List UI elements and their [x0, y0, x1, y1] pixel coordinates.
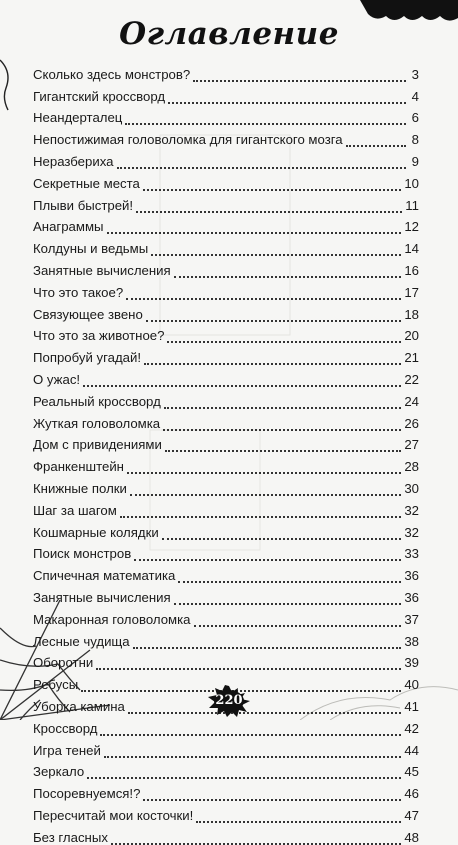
- toc-entry: [33, 561, 419, 583]
- dot-leader: [130, 483, 401, 496]
- toc-entry-page: 36: [404, 568, 419, 584]
- toc-entry-page: 33: [404, 546, 419, 562]
- toc-entry-title: Жуткая головоломка: [33, 415, 161, 431]
- toc-entry-page: 44: [404, 742, 419, 758]
- dot-leader: [87, 766, 401, 779]
- toc-entry-title: Занятные вычисления: [33, 589, 171, 605]
- toc-entry-title: Сколько здесь монстров?: [33, 66, 191, 82]
- toc-entry-page: 38: [404, 633, 419, 649]
- toc-entry: [33, 605, 419, 627]
- toc-entry-page: 16: [404, 262, 419, 278]
- toc-entry: [33, 649, 419, 671]
- toc-entry-title: Уборка камина: [33, 698, 125, 714]
- toc-entry: [33, 322, 419, 344]
- toc-entry-title: Лесные чудища: [33, 633, 130, 649]
- toc-entry: [33, 823, 419, 845]
- toc-entry-title: Шаг за шагом: [33, 502, 117, 518]
- toc-entry-page: 27: [404, 437, 419, 453]
- toc-entry-page: 3: [411, 66, 419, 82]
- dot-leader: [178, 570, 401, 583]
- toc-entry-title: Что это за животное?: [33, 328, 165, 344]
- toc-entry-page: 32: [404, 524, 419, 540]
- toc-entry-title: Попробуй угадай!: [33, 350, 142, 366]
- page-title: Оглавление: [119, 16, 339, 52]
- toc-entry: [33, 256, 419, 278]
- toc-entry-page: 4: [411, 88, 419, 104]
- page-number-badge: [206, 684, 252, 718]
- toc-entry-page: 39: [404, 655, 419, 671]
- toc-entry-page: 40: [404, 677, 419, 693]
- dot-leader: [144, 352, 401, 365]
- toc-entry: [33, 779, 419, 801]
- toc-entry-title: Макаронная головоломка: [33, 611, 191, 627]
- toc-entry-title: Зеркало: [33, 764, 85, 780]
- toc-entry-page: 30: [404, 480, 419, 496]
- toc-entry-title: Непостижимая головоломка для гигантского мозга: [33, 132, 343, 148]
- toc-entry-page: 41: [404, 698, 419, 714]
- toc-entry-title: Занятные вычисления: [33, 262, 171, 278]
- toc-entry: [33, 191, 419, 213]
- toc-entry-page: 17: [404, 284, 419, 300]
- toc-entry-page: 6: [411, 110, 419, 126]
- toc-entry-title: Посоревнуемся!?: [33, 786, 141, 802]
- toc-entry: [33, 234, 419, 256]
- toc-entry: [33, 125, 419, 147]
- toc-entry-title: Пересчитай мои косточки!: [33, 807, 194, 823]
- toc-entry: [33, 60, 419, 82]
- dot-leader: [143, 788, 401, 801]
- toc-entry: [33, 540, 419, 562]
- toc-entry-page: 12: [404, 219, 419, 235]
- toc-entry-title: Книжные полки: [33, 480, 127, 496]
- toc-entry-title: Франкенштейн: [33, 459, 124, 475]
- dot-leader: [96, 657, 401, 670]
- toc-entry-title: О ужас!: [33, 371, 81, 387]
- dot-leader: [146, 309, 402, 322]
- toc-entry: [33, 409, 419, 431]
- toc-entry-page: 9: [411, 153, 419, 169]
- dot-leader: [107, 221, 402, 234]
- toc-entry-page: 18: [404, 306, 419, 322]
- toc-entry: [33, 583, 419, 605]
- dot-leader: [174, 592, 402, 605]
- dot-leader: [346, 134, 406, 147]
- toc-entry: [33, 801, 419, 823]
- toc-entry: [33, 758, 419, 780]
- dot-leader: [136, 200, 402, 213]
- toc-entry-page: 48: [404, 829, 419, 845]
- dot-leader: [120, 505, 402, 518]
- dot-leader: [143, 178, 401, 191]
- dot-leader: [163, 418, 401, 431]
- dot-leader: [164, 396, 402, 409]
- toc-entry-title: Ребусы: [33, 677, 79, 693]
- dot-leader: [134, 548, 401, 561]
- toc-entry-page: 47: [404, 807, 419, 823]
- toc-entry-page: 42: [404, 720, 419, 736]
- toc-entry: [33, 518, 419, 540]
- dot-leader: [196, 810, 401, 823]
- toc-entry: [33, 627, 419, 649]
- toc-entry-title: Гигантский кроссворд: [33, 88, 166, 104]
- toc-entry-title: Кроссворд: [33, 720, 98, 736]
- toc-entry-title: Анаграммы: [33, 219, 104, 235]
- toc-entry-title: Оборотни: [33, 655, 94, 671]
- toc-entry-title: Плыви быстрей!: [33, 197, 134, 213]
- dot-leader: [151, 243, 401, 256]
- toc-entry: [33, 736, 419, 758]
- table-of-contents: [33, 60, 419, 845]
- dot-leader: [117, 156, 407, 169]
- dot-leader: [126, 287, 401, 300]
- toc-entry-page: 10: [404, 175, 419, 191]
- toc-entry-page: 26: [404, 415, 419, 431]
- dot-leader: [194, 614, 402, 627]
- dot-leader: [174, 265, 402, 278]
- toc-entry-page: 37: [404, 611, 419, 627]
- toc-entry-page: 8: [411, 132, 419, 148]
- toc-entry: [33, 213, 419, 235]
- toc-entry-title: Неразбериха: [33, 153, 114, 169]
- toc-entry: [33, 474, 419, 496]
- toc-entry-page: 22: [404, 371, 419, 387]
- dot-leader: [83, 374, 401, 387]
- dot-leader: [168, 91, 406, 104]
- toc-entry-title: Поиск монстров: [33, 546, 132, 562]
- toc-entry-page: 11: [405, 197, 419, 213]
- toc-entry-page: 24: [404, 393, 419, 409]
- toc-entry: [33, 278, 419, 300]
- dot-leader: [125, 112, 406, 125]
- toc-entry-title: Игра теней: [33, 742, 101, 758]
- toc-entry: [33, 496, 419, 518]
- toc-entry-page: 46: [404, 786, 419, 802]
- dot-leader: [127, 461, 401, 474]
- toc-entry: [33, 147, 419, 169]
- dot-leader: [162, 527, 402, 540]
- toc-entry: [33, 387, 419, 409]
- page-number: 220: [215, 693, 243, 708]
- toc-entry-title: Реальный кроссворд: [33, 393, 161, 409]
- toc-entry-title: Что это такое?: [33, 284, 124, 300]
- toc-entry-title: Кошмарные колядки: [33, 524, 159, 540]
- toc-entry: [33, 431, 419, 453]
- toc-entry-title: Колдуны и ведьмы: [33, 241, 149, 257]
- toc-entry: [33, 104, 419, 126]
- toc-entry-title: Спичечная математика: [33, 568, 176, 584]
- dot-leader: [165, 439, 401, 452]
- dot-leader: [133, 636, 402, 649]
- toc-entry-page: 36: [404, 589, 419, 605]
- toc-entry: [33, 343, 419, 365]
- toc-entry-page: 28: [404, 459, 419, 475]
- toc-entry: [33, 452, 419, 474]
- toc-entry-page: 20: [404, 328, 419, 344]
- toc-entry-title: Без гласных: [33, 829, 108, 845]
- toc-entry-page: 21: [404, 350, 419, 366]
- toc-entry: [33, 169, 419, 191]
- dot-leader: [104, 745, 401, 758]
- dot-leader: [128, 701, 402, 714]
- toc-entry: [33, 365, 419, 387]
- dot-leader: [100, 723, 401, 736]
- toc-entry: [33, 300, 419, 322]
- toc-entry-title: Связующее звено: [33, 306, 143, 322]
- toc-entry-page: 14: [404, 241, 419, 257]
- toc-entry-page: 45: [404, 764, 419, 780]
- dot-leader: [193, 69, 406, 82]
- toc-entry-title: Секретные места: [33, 175, 140, 191]
- toc-entry-page: 32: [404, 502, 419, 518]
- toc-entry-title: Дом с привидениями: [33, 437, 162, 453]
- dot-leader: [167, 330, 401, 343]
- toc-entry-title: Неандерталец: [33, 110, 123, 126]
- dot-leader: [111, 832, 401, 845]
- toc-entry: [33, 82, 419, 104]
